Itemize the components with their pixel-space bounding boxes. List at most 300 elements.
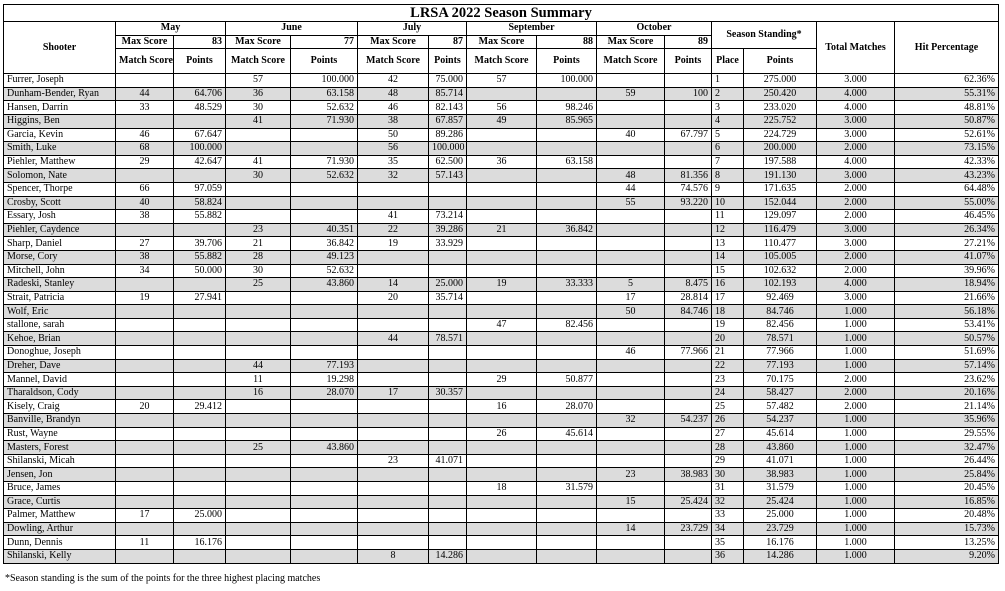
match-score-cell: 32: [358, 169, 429, 183]
match-score-cell: 47: [467, 318, 537, 332]
place-cell: 34: [712, 522, 744, 536]
footnote: *Season standing is the sum of the points for the three highest placing matches: [5, 573, 321, 584]
table-row: [4, 182, 999, 196]
points-cell: [665, 142, 712, 156]
month-header-june: June: [226, 22, 358, 36]
table-row: [4, 359, 999, 373]
points-cell: [429, 414, 467, 428]
match-score-cell: [467, 128, 537, 142]
points-cell: [537, 237, 597, 251]
match-score-cell: [467, 359, 537, 373]
hit-percentage-cell: 73.15%: [895, 142, 999, 156]
points-cell: [537, 332, 597, 346]
season-points-cell: 250.420: [744, 87, 817, 101]
hit-percentage-cell: 21.66%: [895, 291, 999, 305]
shooter-name-cell: Banville, Brandyn: [4, 414, 116, 428]
hit-percentage-cell: 20.45%: [895, 482, 999, 496]
match-score-cell: 40: [116, 196, 174, 210]
points-cell: 82.456: [537, 318, 597, 332]
match-score-cell: [597, 454, 665, 468]
match-score-cell: [226, 549, 291, 563]
match-score-cell: 44: [116, 87, 174, 101]
points-cell: 62.500: [429, 155, 467, 169]
match-score-cell: 56: [467, 101, 537, 115]
match-score-cell: [358, 427, 429, 441]
points-cell: 78.571: [429, 332, 467, 346]
place-cell: 17: [712, 291, 744, 305]
hit-percentage-cell: 29.55%: [895, 427, 999, 441]
match-score-cell: [226, 318, 291, 332]
points-cell: 23.729: [665, 522, 712, 536]
table-row: [4, 400, 999, 414]
match-score-cell: [467, 264, 537, 278]
shooter-name-cell: stallone, sarah: [4, 318, 116, 332]
table-row: [4, 101, 999, 115]
points-cell: [537, 522, 597, 536]
table-row: [4, 414, 999, 428]
total-matches-cell: 2.000: [817, 264, 895, 278]
match-score-cell: 16: [226, 386, 291, 400]
month-header-may: May: [116, 22, 226, 36]
match-score-cell: [597, 536, 665, 550]
hit-percentage-cell: 56.18%: [895, 305, 999, 319]
match-score-cell: [467, 454, 537, 468]
match-score-cell: [226, 291, 291, 305]
hit-percentage-cell: 62.36%: [895, 74, 999, 88]
points-cell: [174, 427, 226, 441]
table-row: [4, 291, 999, 305]
month-header-july: July: [358, 22, 467, 36]
table-row: [4, 386, 999, 400]
points-cell: [537, 386, 597, 400]
shooter-name-cell: Dunham-Bender, Ryan: [4, 87, 116, 101]
hit-percentage-cell: 27.21%: [895, 237, 999, 251]
match-score-cell: 34: [116, 264, 174, 278]
total-matches-cell: 2.000: [817, 142, 895, 156]
max-score-label: Max Score: [226, 35, 291, 49]
match-score-cell: [116, 522, 174, 536]
match-score-cell: [226, 509, 291, 523]
match-score-cell: [116, 278, 174, 292]
place-cell: 1: [712, 74, 744, 88]
shooter-name-cell: Grace, Curtis: [4, 495, 116, 509]
points-header: Points: [174, 49, 226, 74]
match-score-cell: [358, 441, 429, 455]
place-cell: 27: [712, 427, 744, 441]
season-points-cell: 16.176: [744, 536, 817, 550]
match-score-cell: [116, 332, 174, 346]
total-matches-cell: 1.000: [817, 549, 895, 563]
points-cell: [429, 318, 467, 332]
match-score-cell: [467, 346, 537, 360]
points-cell: [291, 128, 358, 142]
points-cell: [174, 482, 226, 496]
table-row: [4, 549, 999, 563]
points-cell: 63.158: [291, 87, 358, 101]
place-cell: 12: [712, 223, 744, 237]
match-score-cell: [226, 414, 291, 428]
match-score-cell: 14: [358, 278, 429, 292]
match-score-cell: [597, 509, 665, 523]
place-cell: 28: [712, 441, 744, 455]
month-row: [4, 22, 999, 36]
points-cell: [291, 495, 358, 509]
points-cell: [174, 318, 226, 332]
season-points-cell: 78.571: [744, 332, 817, 346]
total-matches-cell: 3.000: [817, 114, 895, 128]
points-cell: [429, 400, 467, 414]
season-points-cell: 57.482: [744, 400, 817, 414]
points-cell: 63.158: [537, 155, 597, 169]
points-cell: [429, 509, 467, 523]
hit-percentage-cell: 43.23%: [895, 169, 999, 183]
table-row: [4, 74, 999, 88]
points-cell: 48.529: [174, 101, 226, 115]
points-cell: 84.746: [665, 305, 712, 319]
points-cell: 14.286: [429, 549, 467, 563]
points-cell: [665, 386, 712, 400]
points-cell: [665, 509, 712, 523]
points-cell: 54.237: [665, 414, 712, 428]
season-points-cell: 14.286: [744, 549, 817, 563]
match-score-cell: [116, 468, 174, 482]
hit-percentage-cell: 57.14%: [895, 359, 999, 373]
match-score-cell: [597, 74, 665, 88]
points-cell: [429, 264, 467, 278]
points-cell: [429, 468, 467, 482]
total-matches-cell: 2.000: [817, 210, 895, 224]
points-cell: [537, 182, 597, 196]
points-cell: [174, 332, 226, 346]
shooter-name-cell: Mannel, David: [4, 373, 116, 387]
points-cell: [537, 454, 597, 468]
match-score-cell: 29: [116, 155, 174, 169]
points-cell: [429, 427, 467, 441]
points-cell: 55.882: [174, 250, 226, 264]
match-score-cell: [116, 346, 174, 360]
match-score-cell: [597, 318, 665, 332]
points-cell: 41.071: [429, 454, 467, 468]
points-cell: [429, 359, 467, 373]
total-matches-cell: 2.000: [817, 373, 895, 387]
season-points-cell: 54.237: [744, 414, 817, 428]
points-cell: [174, 522, 226, 536]
match-score-cell: [116, 427, 174, 441]
total-matches-cell: 4.000: [817, 278, 895, 292]
table-row: [4, 482, 999, 496]
shooter-name-cell: Kehoe, Brian: [4, 332, 116, 346]
match-score-cell: [467, 441, 537, 455]
total-matches-cell: 2.000: [817, 196, 895, 210]
match-score-cell: [358, 264, 429, 278]
match-score-header: Match Score: [116, 49, 174, 74]
match-score-cell: 30: [226, 169, 291, 183]
points-cell: 100.000: [429, 142, 467, 156]
place-header: Place: [712, 49, 744, 74]
points-cell: 97.059: [174, 182, 226, 196]
hit-percentage-cell: 26.34%: [895, 223, 999, 237]
match-score-cell: [467, 237, 537, 251]
match-score-cell: [597, 400, 665, 414]
total-matches-cell: 4.000: [817, 101, 895, 115]
month-header-october: October: [597, 22, 712, 36]
total-matches-cell: 1.000: [817, 359, 895, 373]
points-cell: [665, 441, 712, 455]
points-cell: [291, 291, 358, 305]
season-points-cell: 38.983: [744, 468, 817, 482]
points-cell: [537, 441, 597, 455]
match-score-cell: 44: [597, 182, 665, 196]
points-cell: [665, 536, 712, 550]
match-score-cell: [467, 87, 537, 101]
hit-percentage-cell: 23.62%: [895, 373, 999, 387]
month-header-september: September: [467, 22, 597, 36]
place-cell: 13: [712, 237, 744, 251]
place-cell: 15: [712, 264, 744, 278]
hit-percentage-header: Hit Percentage: [895, 22, 999, 74]
match-score-cell: [226, 346, 291, 360]
match-score-cell: 18: [467, 482, 537, 496]
shooter-name-cell: Rust, Wayne: [4, 427, 116, 441]
hit-percentage-cell: 35.96%: [895, 414, 999, 428]
match-score-cell: [597, 223, 665, 237]
points-cell: [537, 142, 597, 156]
points-cell: 67.797: [665, 128, 712, 142]
total-matches-cell: 1.000: [817, 427, 895, 441]
season-points-header: Points: [744, 49, 817, 74]
hit-percentage-cell: 41.07%: [895, 250, 999, 264]
shooter-name-cell: Strait, Patricia: [4, 291, 116, 305]
hit-percentage-cell: 51.69%: [895, 346, 999, 360]
match-score-cell: [467, 291, 537, 305]
points-cell: [291, 509, 358, 523]
points-cell: 49.123: [291, 250, 358, 264]
season-points-cell: 152.044: [744, 196, 817, 210]
total-matches-cell: 1.000: [817, 536, 895, 550]
match-score-cell: 59: [597, 87, 665, 101]
season-points-cell: 41.071: [744, 454, 817, 468]
place-cell: 8: [712, 169, 744, 183]
points-cell: [174, 169, 226, 183]
season-points-cell: 77.193: [744, 359, 817, 373]
match-score-cell: 41: [358, 210, 429, 224]
points-cell: [174, 441, 226, 455]
match-score-cell: 46: [597, 346, 665, 360]
match-score-cell: 46: [358, 101, 429, 115]
points-cell: 50.877: [537, 373, 597, 387]
points-cell: [537, 346, 597, 360]
match-score-cell: [116, 495, 174, 509]
shooter-name-cell: Morse, Cory: [4, 250, 116, 264]
season-points-cell: 233.020: [744, 101, 817, 115]
points-cell: 28.814: [665, 291, 712, 305]
match-score-cell: 17: [116, 509, 174, 523]
total-matches-cell: 3.000: [817, 291, 895, 305]
total-matches-cell: 4.000: [817, 87, 895, 101]
total-matches-cell: 1.000: [817, 318, 895, 332]
match-score-cell: [358, 468, 429, 482]
match-score-header: Match Score: [597, 49, 665, 74]
points-cell: 100.000: [174, 142, 226, 156]
table-row: [4, 509, 999, 523]
points-cell: [291, 549, 358, 563]
points-cell: 85.714: [429, 87, 467, 101]
points-cell: 82.143: [429, 101, 467, 115]
points-cell: 30.357: [429, 386, 467, 400]
points-cell: [174, 305, 226, 319]
match-score-cell: [467, 468, 537, 482]
total-matches-header: Total Matches: [817, 22, 895, 74]
place-cell: 4: [712, 114, 744, 128]
match-score-cell: 38: [116, 210, 174, 224]
table-row: [4, 87, 999, 101]
points-cell: [665, 223, 712, 237]
points-cell: [174, 373, 226, 387]
shooter-name-cell: Solomon, Nate: [4, 169, 116, 183]
points-cell: 33.929: [429, 237, 467, 251]
hit-percentage-cell: 25.84%: [895, 468, 999, 482]
place-cell: 29: [712, 454, 744, 468]
place-cell: 25: [712, 400, 744, 414]
match-score-cell: 19: [116, 291, 174, 305]
points-cell: 8.475: [665, 278, 712, 292]
points-cell: 85.965: [537, 114, 597, 128]
hit-percentage-cell: 18.94%: [895, 278, 999, 292]
match-score-cell: 21: [226, 237, 291, 251]
table-row: [4, 318, 999, 332]
match-score-cell: [116, 359, 174, 373]
match-score-cell: [597, 114, 665, 128]
match-score-cell: 27: [116, 237, 174, 251]
match-score-cell: [597, 237, 665, 251]
match-score-cell: [597, 482, 665, 496]
match-score-cell: [226, 536, 291, 550]
match-score-cell: [467, 210, 537, 224]
season-points-cell: 110.477: [744, 237, 817, 251]
points-cell: [429, 196, 467, 210]
match-score-cell: 55: [597, 196, 665, 210]
shooter-name-cell: Dowling, Arthur: [4, 522, 116, 536]
points-cell: [174, 414, 226, 428]
season-points-cell: 31.579: [744, 482, 817, 496]
max-score-value: 89: [665, 35, 712, 49]
shooter-name-cell: Masters, Forest: [4, 441, 116, 455]
match-score-cell: [597, 441, 665, 455]
points-cell: [665, 359, 712, 373]
match-score-cell: 38: [358, 114, 429, 128]
match-score-cell: 30: [226, 264, 291, 278]
table-row: [4, 114, 999, 128]
shooter-name-cell: Tharaldson, Cody: [4, 386, 116, 400]
match-score-header: Match Score: [226, 49, 291, 74]
points-cell: [665, 210, 712, 224]
season-points-cell: 191.130: [744, 169, 817, 183]
match-score-cell: [358, 400, 429, 414]
match-score-cell: 29: [467, 373, 537, 387]
points-cell: [174, 386, 226, 400]
match-score-cell: [467, 509, 537, 523]
match-score-cell: 25: [226, 441, 291, 455]
points-cell: [429, 522, 467, 536]
points-cell: 74.576: [665, 182, 712, 196]
season-points-cell: 92.469: [744, 291, 817, 305]
match-score-cell: [226, 128, 291, 142]
season-points-cell: 200.000: [744, 142, 817, 156]
match-score-cell: 44: [226, 359, 291, 373]
points-cell: 67.647: [174, 128, 226, 142]
match-score-cell: [116, 454, 174, 468]
match-score-cell: 19: [358, 237, 429, 251]
shooter-name-cell: Dreher, Dave: [4, 359, 116, 373]
points-cell: [665, 74, 712, 88]
match-score-cell: [116, 305, 174, 319]
table-row: [4, 468, 999, 482]
match-score-cell: [597, 142, 665, 156]
points-cell: [537, 291, 597, 305]
hit-percentage-cell: 15.73%: [895, 522, 999, 536]
season-points-cell: 105.005: [744, 250, 817, 264]
points-cell: [537, 196, 597, 210]
points-cell: [291, 332, 358, 346]
points-cell: 100.000: [537, 74, 597, 88]
points-cell: 19.298: [291, 373, 358, 387]
shooter-name-cell: Furrer, Joseph: [4, 74, 116, 88]
hit-percentage-cell: 52.61%: [895, 128, 999, 142]
shooter-name-cell: Jensen, Jon: [4, 468, 116, 482]
points-cell: 57.143: [429, 169, 467, 183]
points-cell: 36.842: [537, 223, 597, 237]
total-matches-cell: 1.000: [817, 509, 895, 523]
match-score-cell: [226, 427, 291, 441]
points-cell: [537, 250, 597, 264]
points-cell: [291, 536, 358, 550]
table-row: [4, 454, 999, 468]
points-cell: 100: [665, 87, 712, 101]
match-score-cell: [358, 196, 429, 210]
shooter-name-cell: Donoghue, Joseph: [4, 346, 116, 360]
summary-sheet: [3, 4, 998, 564]
total-matches-cell: 2.000: [817, 386, 895, 400]
points-cell: [537, 87, 597, 101]
points-cell: [665, 427, 712, 441]
match-score-header: Match Score: [358, 49, 429, 74]
points-cell: [174, 74, 226, 88]
points-cell: 52.632: [291, 264, 358, 278]
match-score-cell: 57: [467, 74, 537, 88]
place-cell: 22: [712, 359, 744, 373]
shooter-header: Shooter: [4, 22, 116, 74]
max-score-value: 87: [429, 35, 467, 49]
total-matches-cell: 1.000: [817, 454, 895, 468]
shooter-name-cell: Piehler, Caydence: [4, 223, 116, 237]
match-score-cell: 41: [226, 114, 291, 128]
match-score-cell: [226, 142, 291, 156]
points-cell: 38.983: [665, 468, 712, 482]
points-cell: 25.000: [429, 278, 467, 292]
shooter-name-cell: Higgins, Ben: [4, 114, 116, 128]
match-score-cell: [358, 495, 429, 509]
match-score-cell: [358, 414, 429, 428]
points-cell: [291, 142, 358, 156]
season-points-cell: 58.427: [744, 386, 817, 400]
hit-percentage-cell: 13.25%: [895, 536, 999, 550]
match-score-cell: [467, 196, 537, 210]
points-cell: [291, 305, 358, 319]
points-cell: [537, 169, 597, 183]
total-matches-cell: 3.000: [817, 237, 895, 251]
table-row: [4, 427, 999, 441]
points-cell: 40.351: [291, 223, 358, 237]
